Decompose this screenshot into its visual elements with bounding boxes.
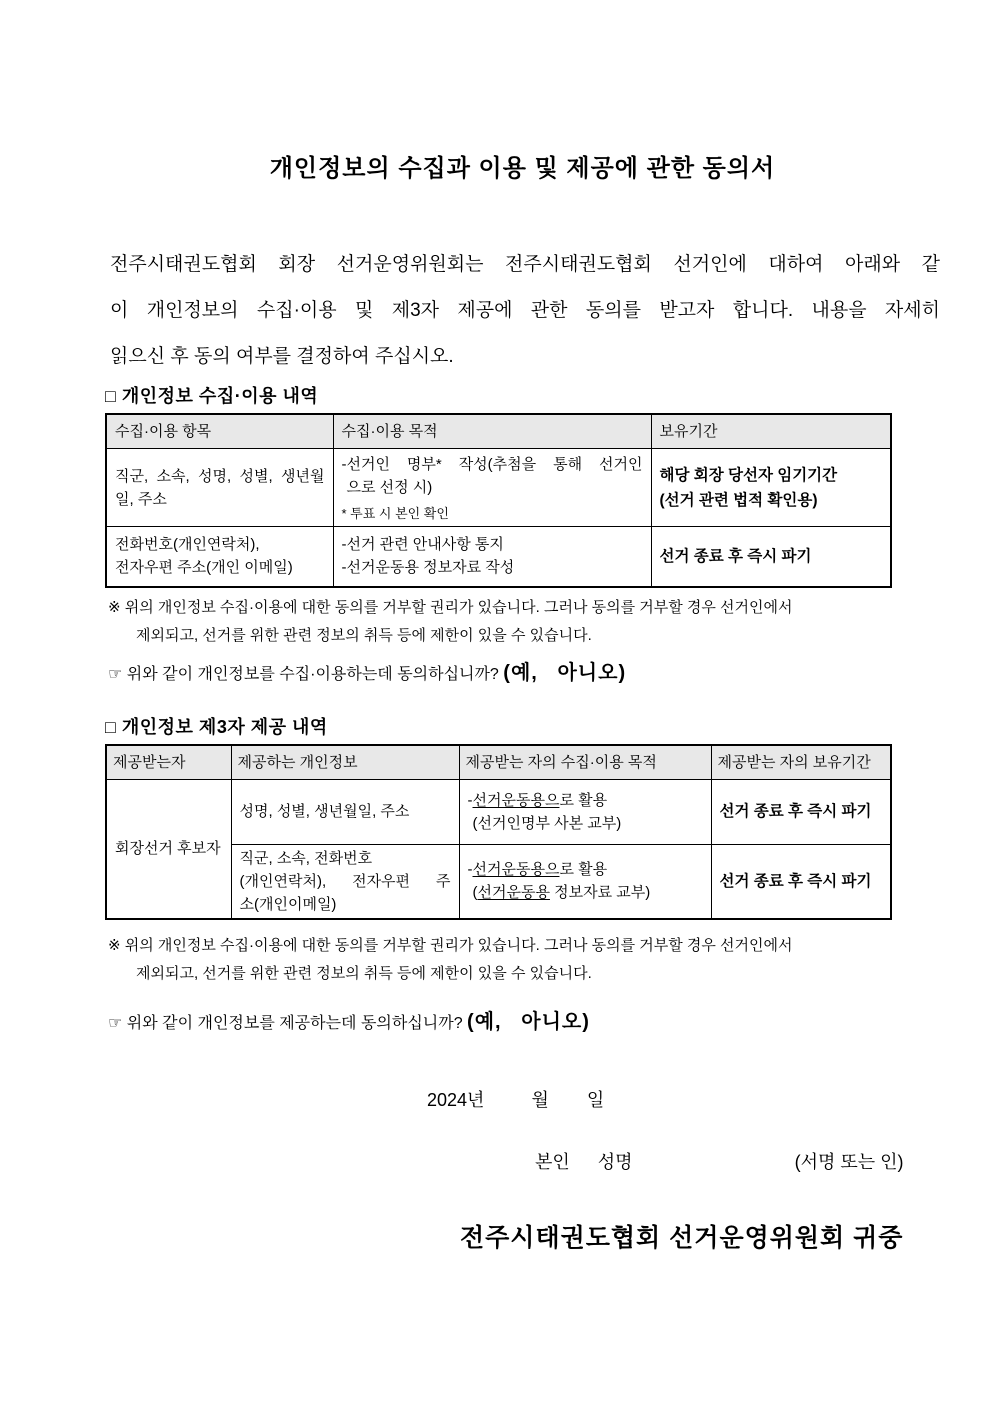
date-line	[0, 1089, 992, 1111]
intro-line-3: 읽으신 후 동의 여부를 결정하여 주십시오.	[110, 346, 454, 367]
table1-r1-purpose-line1: -선거인 명부* 작성(추첨을 통해 선거인	[341, 455, 643, 473]
dash: -	[467, 861, 473, 878]
third-party-provision-table	[105, 744, 892, 920]
underlined-text: 선거운동용으	[472, 791, 560, 809]
intro-line-1: 전주시태권도협회 회장 선거운영위원회는 전주시태권도협회 선거인에 대하여 아래와 같	[110, 254, 940, 275]
table1-r2-items-line1: 전화번호(개인연락처),	[115, 536, 260, 554]
date-year: 2024년	[427, 1089, 485, 1110]
table1-r1-retention-line2: (선거 관련 법적 확인용)	[659, 491, 818, 509]
underlined-text: 선거운동용으	[472, 861, 560, 878]
table2-header-purpose: 제공받는 자의 수집·이용 목적	[459, 745, 711, 780]
table1-r2-purpose	[333, 527, 651, 587]
table1-r1-retention	[651, 449, 891, 527]
table2-r2-purpose-line2	[468, 881, 703, 904]
section2-note-line1: ※ 위의 개인정보 수집·이용에 대한 동의를 거부할 권리가 있습니다. 그러나 동의를 거부할 경우 선거인에서	[108, 936, 793, 954]
signer-label: 본인	[535, 1151, 570, 1172]
section1-consent-question	[108, 660, 992, 688]
table1-r1-purpose-line2: 으로 선정 시)	[346, 478, 433, 496]
purpose-line2-rest: 정보자료 교부)	[549, 884, 651, 901]
signature-line	[0, 1151, 992, 1173]
table2-r2-purpose-line1	[468, 858, 703, 881]
table2-r1-purpose	[459, 779, 711, 844]
table1-header-purpose: 수집·이용 목적	[333, 414, 651, 449]
table2-r2-retention: 선거 종료 후 즉시 파기	[711, 844, 891, 919]
underlined-text: 선거운동용	[477, 884, 550, 901]
table2-r1-info: 성명, 성별, 생년월일, 주소	[231, 779, 459, 844]
table2-header-row	[106, 745, 891, 780]
section1-note	[108, 594, 942, 650]
table2-r2-info-line1: 직군, 소속, 전화번호	[239, 849, 373, 867]
section2-question-text: ☞ 위와 같이 개인정보를 제공하는데 동의하십니까?	[108, 1014, 468, 1032]
section1-note-line2: 제외되고, 선거를 위한 관련 정보의 취득 등에 제한이 있을 수 있습니다.	[136, 626, 592, 644]
table1-r2-purpose-line2: -선거운동용 정보자료 작성	[341, 559, 515, 577]
table1-r1-items: 직군, 소속, 성명, 성별, 생년월일, 주소	[106, 449, 333, 527]
date-day-label: 일	[586, 1089, 605, 1110]
table1-row-1	[106, 449, 891, 527]
table2-r1-retention: 선거 종료 후 즉시 파기	[711, 779, 891, 844]
table1-r2-retention: 선거 종료 후 즉시 파기	[651, 527, 891, 587]
intro-line-2: 이 개인정보의 수집·이용 및 제3자 제공에 관한 동의를 받고자 합니다. 내용을 자세히	[110, 300, 940, 321]
table1-r1-retention-line1: 해당 회장 당선자 임기기간	[659, 466, 838, 484]
section1-question-text: ☞ 위와 같이 개인정보를 수집·이용하는데 동의하십니까?	[108, 665, 504, 683]
table2-row-1	[106, 779, 891, 844]
section2-answer-options: (예, 아니오)	[467, 1010, 590, 1033]
table1-header-items: 수집·이용 항목	[106, 414, 333, 449]
paren: (	[472, 884, 478, 901]
table1-r2-items	[106, 527, 333, 587]
page-title: 개인정보의 수집과 이용 및 제공에 관한 동의서	[269, 155, 776, 182]
section2-consent-question	[108, 1009, 992, 1037]
date-month-label: 월	[531, 1089, 549, 1110]
section2-heading: □ 개인정보 제3자 제공 내역	[105, 716, 328, 737]
table1-r2-purpose-line1: -선거 관련 안내사항 통지	[341, 536, 504, 554]
table1-r1-purpose-footnote: * 투표 시 본인 확인	[341, 505, 449, 521]
section1-heading: □ 개인정보 수집·이용 내역	[105, 386, 319, 406]
name-label: 성명	[597, 1151, 633, 1172]
table1-row-2	[106, 527, 891, 587]
dash: -	[467, 791, 473, 809]
table2-r2-purpose	[459, 844, 711, 919]
table2-header-recipient: 제공받는자	[106, 745, 231, 780]
table1-header-retention: 보유기간	[651, 414, 891, 449]
table1-r2-items-line2: 전자우편 주소(개인 이메일)	[115, 559, 293, 577]
section2-note	[108, 932, 942, 988]
addressee-line: 전주시태권도협회 선거운영위원회 귀중	[460, 1223, 904, 1252]
table2-r1-purpose-line2: (선거인명부 사본 교부)	[472, 814, 622, 832]
section1-note-line1: ※ 위의 개인정보 수집·이용에 대한 동의를 거부할 권리가 있습니다. 그러나 동의를 거부할 경우 선거인에서	[108, 598, 793, 616]
table2-r1-purpose-line1	[468, 789, 703, 812]
collection-use-table	[105, 413, 892, 588]
purpose-rest: 로 활용	[559, 861, 608, 878]
table2-recipient-cell: 회장선거 후보자	[106, 779, 231, 919]
table2-r2-info	[231, 844, 459, 919]
table2-r2-info-line2: (개인연락처), 전자우편 주	[239, 872, 451, 890]
table1-header-row	[106, 414, 891, 449]
intro-paragraph	[110, 242, 940, 380]
purpose-rest: 로 활용	[559, 791, 608, 809]
table2-header-info: 제공하는 개인정보	[231, 745, 459, 780]
section2-note-line2: 제외되고, 선거를 위한 관련 정보의 취득 등에 제한이 있을 수 있습니다.	[136, 964, 592, 982]
table2-r2-info-line3: 소(개인이메일)	[239, 895, 337, 913]
seal-note: (서명 또는 인)	[794, 1151, 904, 1172]
table1-r1-purpose	[333, 449, 651, 527]
table2-header-retention: 제공받는 자의 보유기간	[711, 745, 891, 780]
section1-answer-options: (예, 아니오)	[503, 661, 627, 684]
